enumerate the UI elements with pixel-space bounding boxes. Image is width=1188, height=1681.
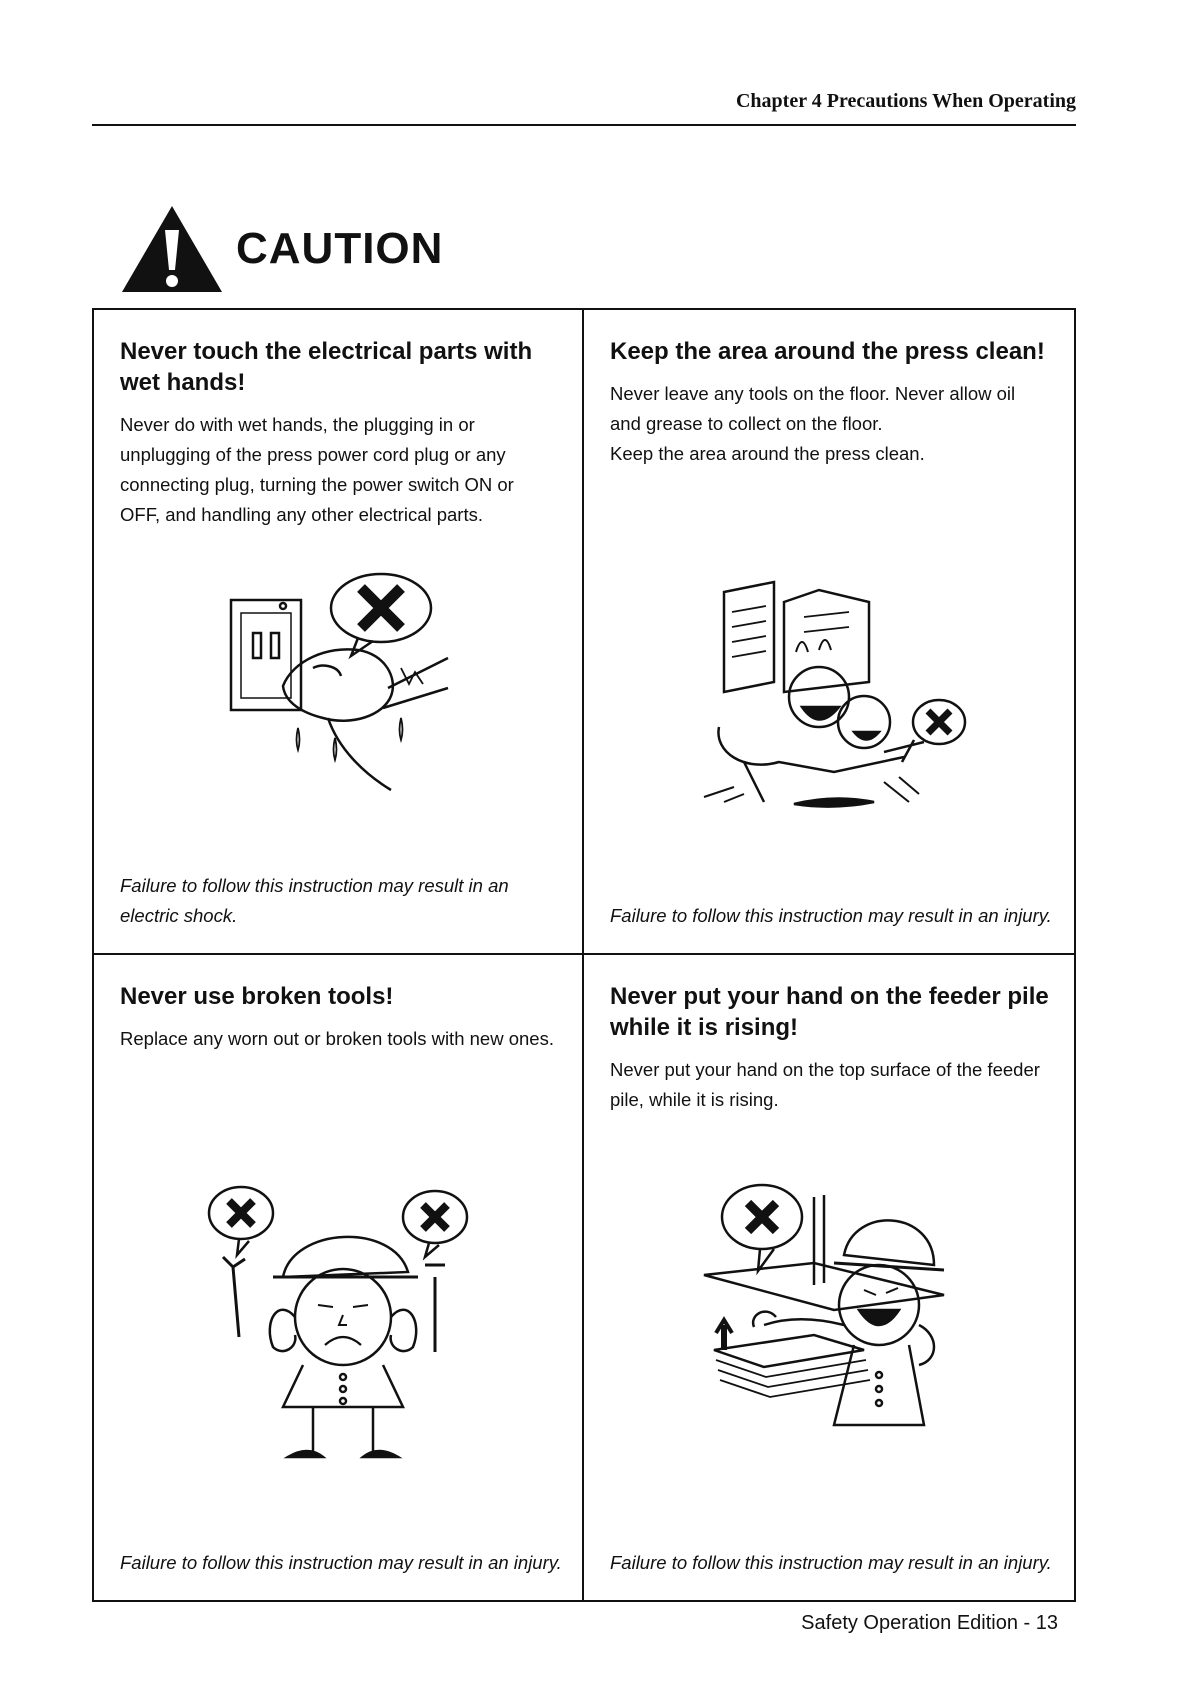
warning-triangle-icon [120,204,224,294]
panel-keep-clean [584,310,1074,955]
panel-title: Never touch the electrical parts with wet hands! [120,338,533,396]
header-rule [92,124,1076,126]
panel-warning: Failure to follow this instruction may result in an injury. [610,1552,1052,1573]
panel-body: Replace any worn out or broken tools with new ones. [120,1028,554,1049]
panel-title: Never use broken tools! [120,983,394,1010]
panel-broken-tools [94,955,584,1600]
panel-body: Never put your hand on the top surface of the feeder pile, while it is rising. [610,1059,1040,1110]
page-footer: Safety Operation Edition - 13 [801,1612,1058,1634]
panel-wet-hands [94,310,584,955]
panel-title: Keep the area around the press clean! [610,338,1045,365]
panel-warning: Failure to follow this instruction may result in an injury. [610,905,1052,926]
panel-body: Never do with wet hands, the plugging in or unplugging of the press power cord plug or any connecting plug, turning the power switch ON or OFF, and handling any other electrical parts. [120,414,514,525]
caution-grid [92,308,1076,1602]
caution-title: CAUTION [236,224,444,273]
panel-warning: Failure to follow this instruction may result in an injury. [120,1552,562,1573]
panel-body: Never leave any tools on the floor. Never allow oil and grease to collect on the floor. Keep the area around the press clean. [610,383,1016,464]
panel-feeder-pile [584,955,1074,1600]
broken-tools-worker-illustration [203,1177,473,1467]
caution-heading [120,204,443,294]
panel-title: Never put your hand on the feeder pile while it is rising! [610,983,1049,1041]
panel-warning: Failure to follow this instruction may result in an electric shock. [120,875,509,926]
chapter-header: Chapter 4 Precautions When Operating [735,90,1076,112]
feeder-pile-hand-illustration [694,1175,964,1465]
wet-hand-plug-illustration [223,568,453,798]
slipping-worker-illustration [684,572,974,817]
